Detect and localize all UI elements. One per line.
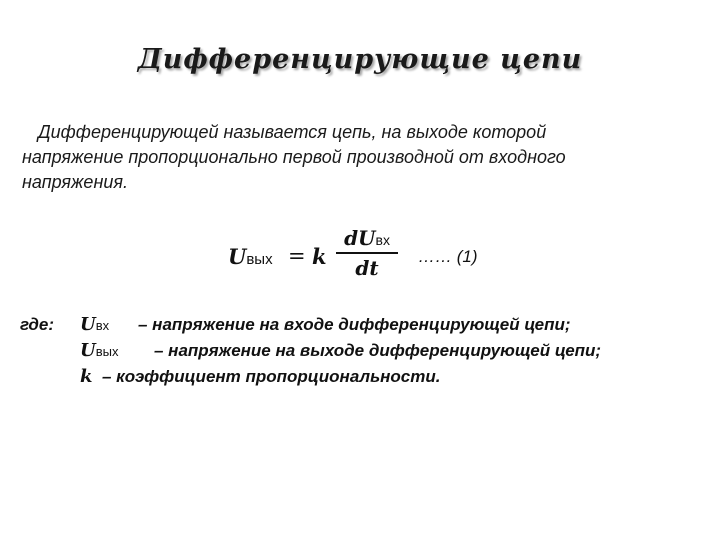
formula-fraction: [336, 226, 398, 280]
where-label: где:: [20, 315, 55, 334]
formula-denominator: dt: [355, 256, 379, 280]
definition-paragraph: [22, 120, 682, 195]
equation-number: …… (1): [418, 247, 478, 266]
where-row-coefficient: [20, 364, 710, 390]
where-symbol-subscript: вх: [95, 318, 110, 333]
definition-line-2: напряжение пропорционально первой производной от входного: [22, 147, 566, 167]
definition-line-3: напряжения.: [22, 172, 128, 192]
where-description: – напряжение на входе дифференцирующей цепи;: [138, 315, 571, 334]
formula-coefficient: k: [312, 244, 327, 269]
formula: [228, 226, 428, 290]
where-row-output: [20, 338, 710, 364]
where-description: – напряжение на выходе дифференцирующей цепи;: [154, 341, 602, 360]
where-block: [20, 312, 710, 390]
where-symbol-letter: k: [80, 366, 93, 387]
where-symbol: [80, 364, 92, 390]
where-symbol-letter: U: [80, 340, 96, 361]
formula-numerator: [336, 226, 398, 250]
where-description: – коэффициент пропорциональности.: [102, 367, 441, 386]
where-symbol-subscript: вых: [95, 344, 119, 359]
where-symbol: [80, 338, 118, 365]
formula-lhs-subscript: вых: [246, 251, 273, 268]
formula-equals: =: [288, 244, 306, 268]
formula-lhs-symbol: U: [228, 244, 247, 269]
slide-title: Дифференцирующие цепи: [137, 44, 583, 75]
where-row-input: [20, 312, 710, 338]
formula-numerator-subscript: вх: [375, 232, 390, 248]
formula-numerator-symbol: dU: [344, 226, 376, 250]
definition-line-1: Дифференцирующей называется цепь, на выходе которой: [38, 122, 547, 142]
where-symbol: [80, 312, 109, 339]
fraction-bar: [336, 252, 398, 254]
formula-lhs: [228, 244, 273, 269]
where-symbol-letter: U: [80, 314, 96, 335]
